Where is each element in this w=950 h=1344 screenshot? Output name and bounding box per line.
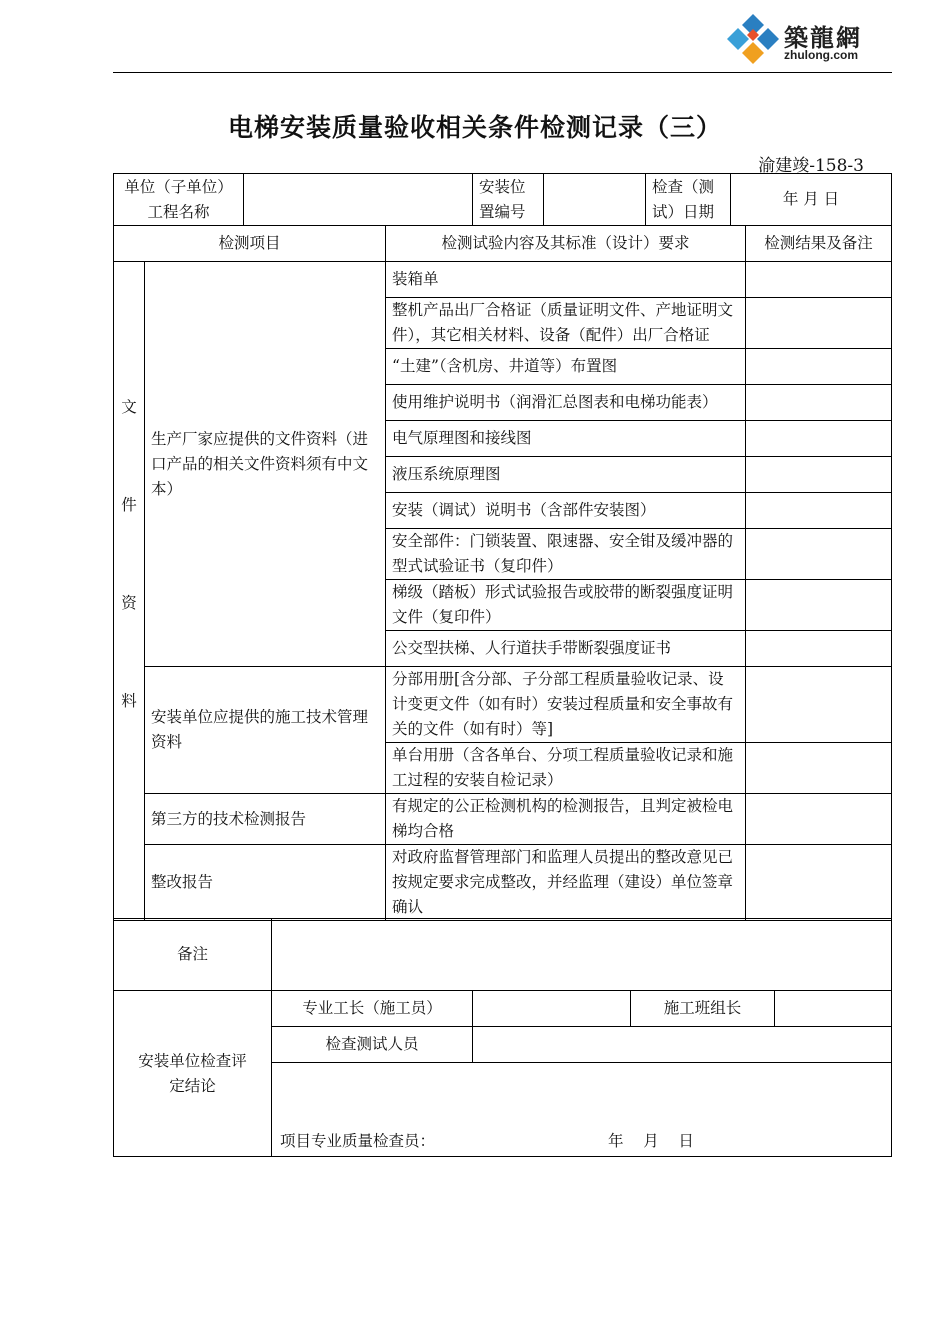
tester-field[interactable] (473, 1027, 892, 1063)
col-result: 检测结果及备注 (746, 226, 892, 262)
table-row (114, 667, 892, 743)
requirement-text: 对政府监督管理部门和监理人员提出的整改意见已按规定要求完成整改，并经监理（建设）单位签章确认 (386, 845, 746, 921)
requirement-text: 电气原理图和接线图 (386, 421, 746, 457)
requirement-text: 分部用册[含分部、子分部工程质量验收记录、设计变更文件（如有时）安装过程质量和安全事故有关的文件（如有时）等] (386, 667, 746, 743)
result-field[interactable] (746, 631, 892, 667)
group-name: 安装单位应提供的施工技术管理资料 (145, 667, 386, 794)
header-table (113, 173, 892, 226)
logo-mark-icon (724, 12, 782, 70)
inspector-date: 年 月 日 (608, 1132, 694, 1150)
inspection-table (113, 225, 892, 921)
requirement-text: 安全部件：门锁装置、限速器、安全钳及缓冲器的型式试验证书（复印件） (386, 529, 746, 580)
category-char: 资 (121, 594, 137, 612)
conclusion-label-text: 安装单位检查评定结论 (138, 1051, 247, 1095)
conclusion-label (114, 991, 272, 1157)
result-field[interactable] (746, 794, 892, 845)
header-rule (113, 72, 892, 73)
unit-label: 单位（子单位）工程名称 (114, 174, 244, 226)
result-field[interactable] (746, 385, 892, 421)
inspector-cell[interactable] (272, 1063, 892, 1157)
category-cell (114, 262, 145, 921)
result-field[interactable] (746, 421, 892, 457)
group-name: 整改报告 (145, 845, 386, 921)
location-label: 安装位置编号 (473, 174, 544, 226)
requirement-text: 公交型扶梯、人行道扶手带断裂强度证书 (386, 631, 746, 667)
date-label: 检查（测试）日期 (646, 174, 731, 226)
requirement-text: “土建”（含机房、井道等）布置图 (386, 349, 746, 385)
col-requirement: 检测试验内容及其标准（设计）要求 (386, 226, 746, 262)
result-field[interactable] (746, 298, 892, 349)
requirement-text: 液压系统原理图 (386, 457, 746, 493)
remarks-field[interactable] (272, 919, 892, 991)
unit-value-field[interactable] (244, 174, 473, 226)
team-leader-field[interactable] (775, 991, 892, 1027)
requirement-text: 有规定的公正检测机构的检测报告，且判定被检电梯均合格 (386, 794, 746, 845)
requirement-text: 安装（调试）说明书（含部件安装图） (386, 493, 746, 529)
location-value-field[interactable] (544, 174, 646, 226)
result-field[interactable] (746, 580, 892, 631)
result-field[interactable] (746, 743, 892, 794)
category-char: 件 (121, 496, 137, 514)
result-field[interactable] (746, 493, 892, 529)
result-field[interactable] (746, 845, 892, 921)
remarks-label: 备注 (114, 919, 272, 991)
zhulong-logo (724, 12, 894, 70)
table-row (114, 794, 892, 845)
logo-name: 築龍網 (784, 23, 862, 52)
result-field[interactable] (746, 457, 892, 493)
result-field[interactable] (746, 529, 892, 580)
inspector-label: 项目专业质量检查员： (280, 1132, 436, 1150)
result-field[interactable] (746, 667, 892, 743)
requirement-text: 装箱单 (386, 262, 746, 298)
requirement-text: 单台用册（含各单台、分项工程质量验收记录和施工过程的安装自检记录） (386, 743, 746, 794)
requirement-text: 使用维护说明书（润滑汇总图表和电梯功能表） (386, 385, 746, 421)
result-field[interactable] (746, 262, 892, 298)
column-header-row (114, 226, 892, 262)
tester-label: 检查测试人员 (272, 1027, 473, 1063)
group-name: 第三方的技术检测报告 (145, 794, 386, 845)
logo-domain: zhulong.com (784, 48, 858, 62)
requirement-text: 整机产品出厂合格证（质量证明文件、产地证明文件），其它相关材料、设备（配件）出厂合格证 (386, 298, 746, 349)
category-char: 文 (121, 398, 137, 416)
group-name: 生产厂家应提供的文件资料（进口产品的相关文件资料须有中文本） (145, 262, 386, 667)
result-field[interactable] (746, 349, 892, 385)
form-code: 渝建竣-158-3 (758, 156, 864, 176)
foreman-label: 专业工长（施工员） (272, 991, 473, 1027)
date-value-field[interactable]: 年 月 日 (731, 174, 892, 226)
remarks-row (114, 919, 892, 991)
table-row (114, 262, 892, 298)
signer-row (114, 991, 892, 1027)
col-item: 检测项目 (114, 226, 386, 262)
page-title: 电梯安装质量验收相关条件检测记录（三） (227, 113, 722, 142)
conclusion-table (113, 918, 892, 1157)
category-char: 料 (121, 692, 137, 710)
team-leader-label: 施工班组长 (631, 991, 775, 1027)
table-row (114, 845, 892, 921)
requirement-text: 梯级（踏板）形式试验报告或胶带的断裂强度证明文件（复印件） (386, 580, 746, 631)
foreman-field[interactable] (473, 991, 631, 1027)
